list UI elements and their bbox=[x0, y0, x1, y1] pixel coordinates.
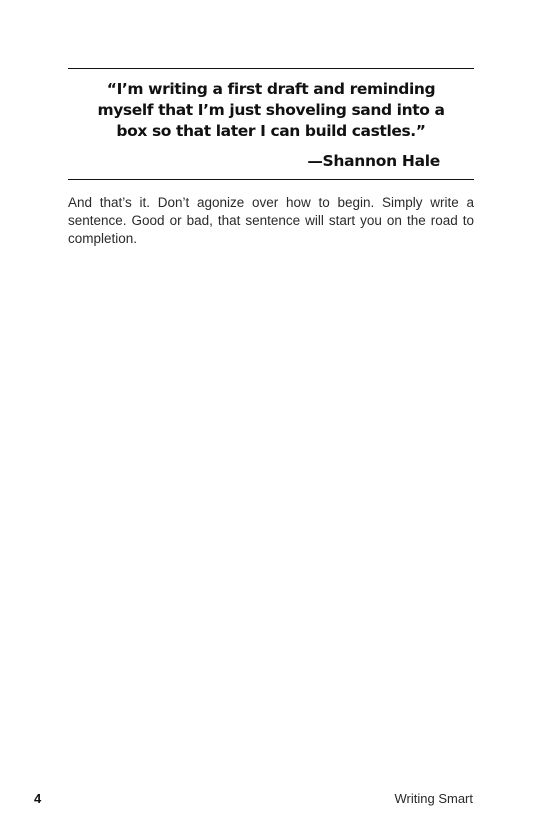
quote-bottom-rule bbox=[68, 179, 474, 180]
page-number: 4 bbox=[34, 791, 42, 806]
quote-top-rule bbox=[68, 68, 474, 69]
quote-text: “I’m writing a first draft and reminding myself that I’m just shoveling sand into a box so that later I can build castles.” bbox=[97, 80, 445, 140]
pull-quote bbox=[68, 68, 474, 180]
running-title: Writing Smart bbox=[394, 791, 473, 806]
body-paragraph: And that’s it. Don’t agonize over how to begin. Simply write a sentence. Good or bad, that sentence will start you on the road to completion. bbox=[68, 195, 474, 246]
quote-attribution: —Shannon Hale bbox=[307, 152, 440, 170]
